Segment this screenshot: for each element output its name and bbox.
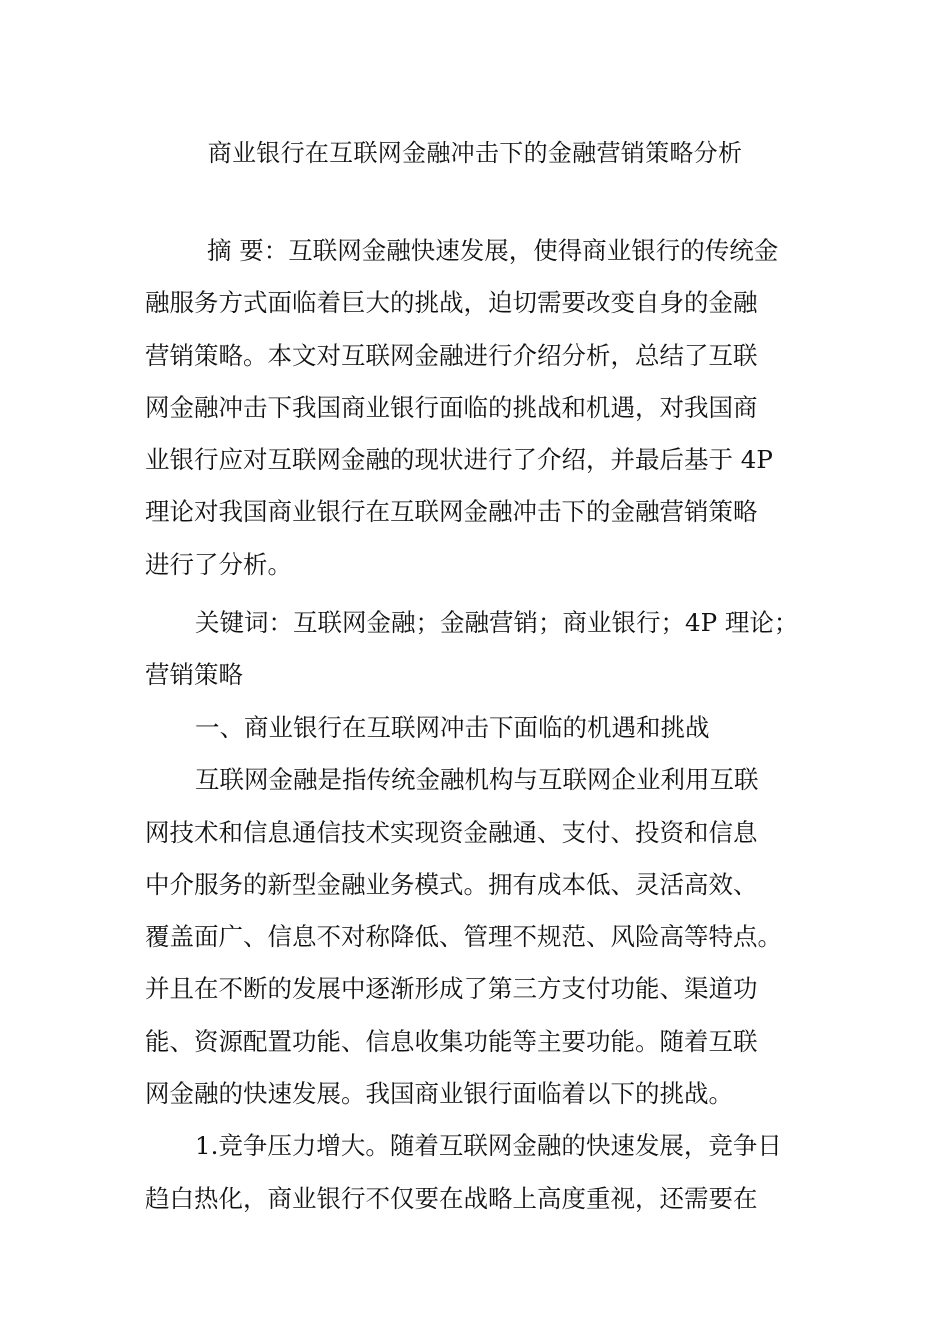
body-line: 覆盖面广、信息不对称降低、管理不规范、风险高等特点。 [145,922,782,952]
abstract-line: 营销策略。本文对互联网金融进行介绍分析，总结了互联 [145,340,758,370]
keywords-paragraph [145,597,810,702]
document-title: 商业银行在互联网金融冲击下的金融营销策略分析 [207,139,743,167]
section-one [145,702,810,1225]
abstract-line: 摘 要：互联网金融快速发展，使得商业银行的传统金 [207,236,779,265]
body-line: 网技术和信息通信技术实现资金融通、支付、投资和信息 [145,817,758,847]
section-heading: 一、商业银行在互联网冲击下面临的机遇和挑战 [195,713,710,742]
abstract-line: 网金融冲击下我国商业银行面临的挑战和机遇，对我国商 [145,392,758,422]
keywords-line: 营销策略 [145,660,243,690]
body-line: 1.竞争压力增大。随着互联网金融的快速发展，竞争日 [195,1131,782,1161]
abstract-line: 融服务方式面临着巨大的挑战，迫切需要改变自身的金融 [145,288,758,318]
abstract-line: 业银行应对互联网金融的现状进行了介绍，并最后基于 4P [145,445,773,475]
body-line: 中介服务的新型金融业务模式。拥有成本低、灵活高效、 [145,869,758,899]
body-line: 网金融的快速发展。我国商业银行面临着以下的挑战。 [145,1079,733,1109]
keywords-line: 关键词：互联网金融；金融营销；商业银行；4P 理论； [195,608,799,637]
body-line: 趋白热化，商业银行不仅要在战略上高度重视，还需要在 [145,1183,758,1213]
abstract-line: 进行了分析。 [145,549,292,579]
body-line: 能、资源配置功能、信息收集功能等主要功能。随着互联 [145,1026,758,1056]
body-line: 互联网金融是指传统金融机构与互联网企业利用互联 [195,765,759,795]
abstract-paragraph [145,225,810,591]
abstract-line: 理论对我国商业银行在互联网金融冲击下的金融营销策略 [145,497,758,527]
body-line: 并且在不断的发展中逐渐形成了第三方支付功能、渠道功 [145,974,758,1004]
